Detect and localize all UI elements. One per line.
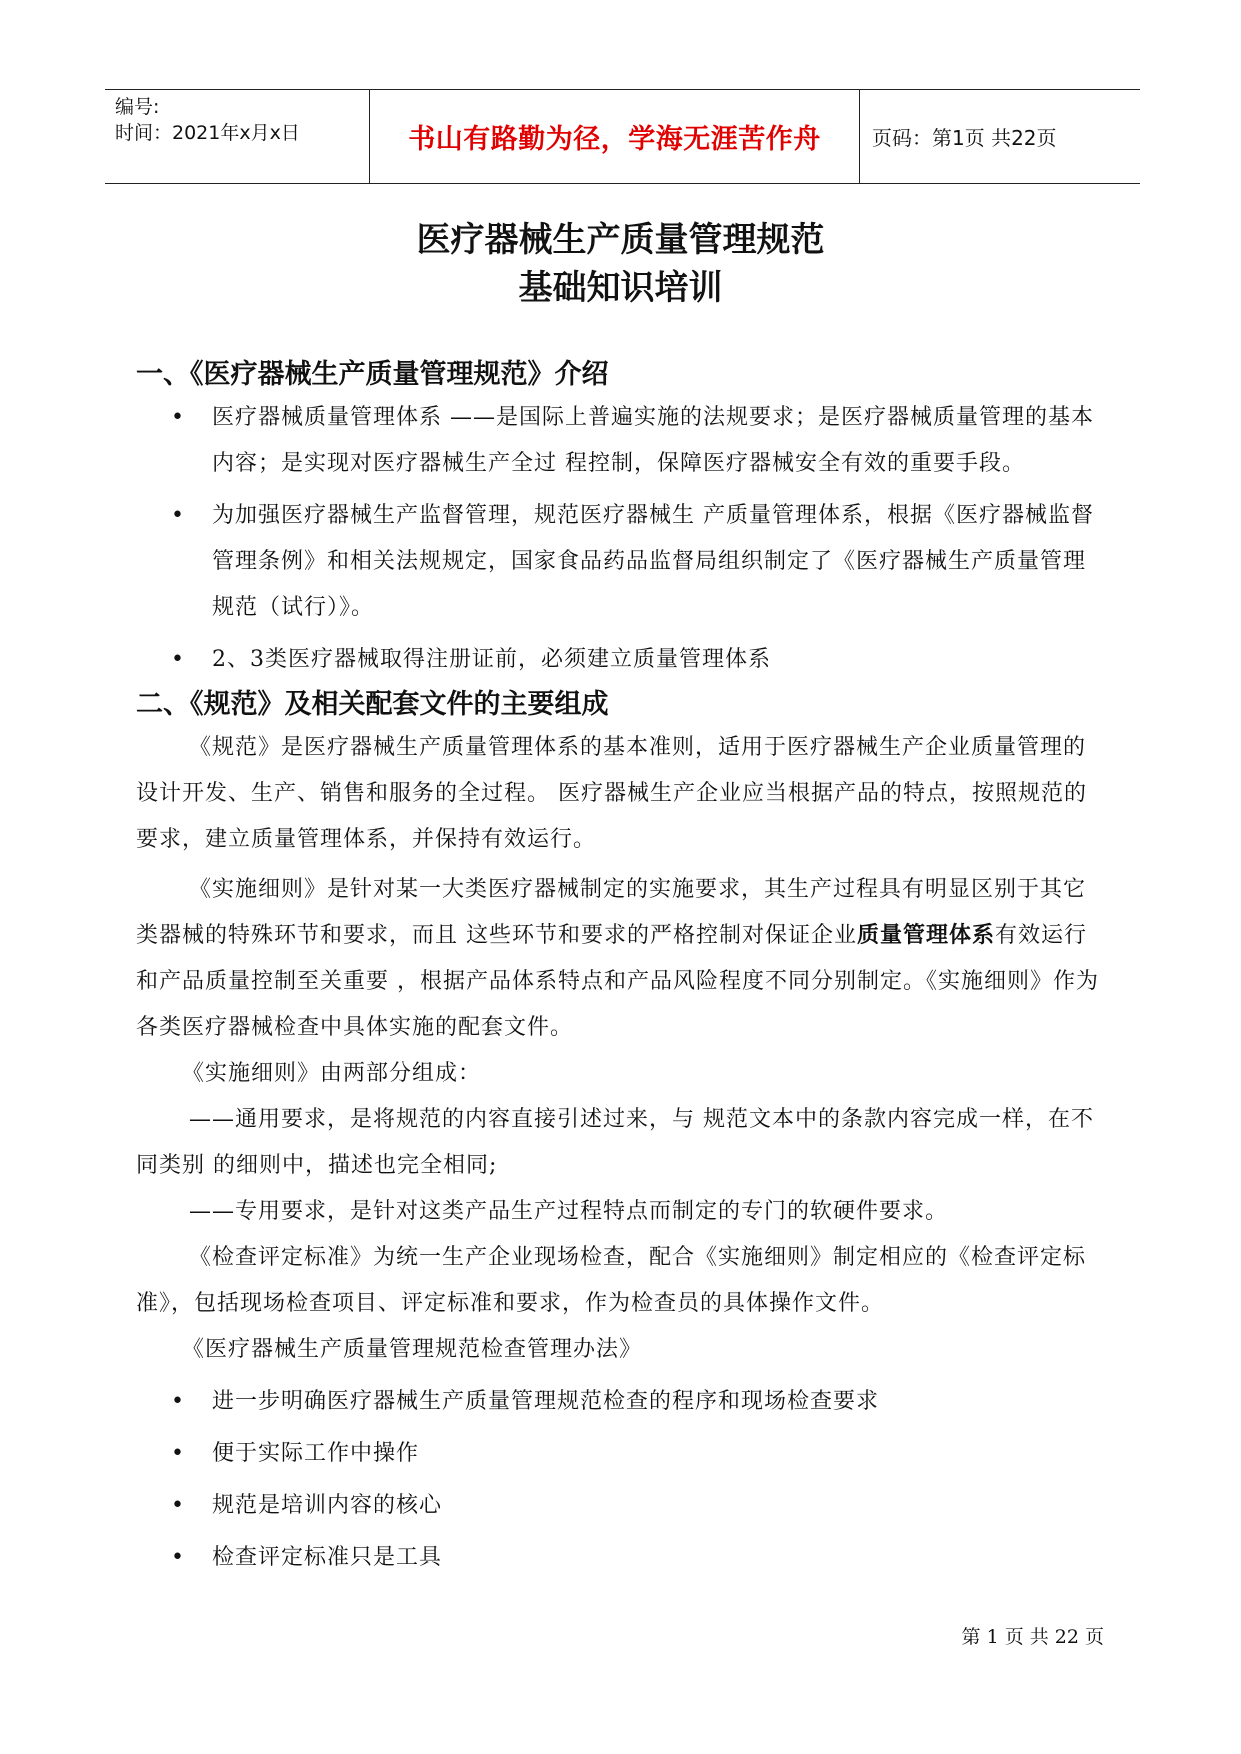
paragraph: ——通用要求，是将规范的内容直接引述过来，与 规范文本中的条款内容完成一样，在不同类别 的细则中，描述也完全相同; bbox=[136, 1107, 1094, 1178]
bullet-icon: • bbox=[171, 405, 185, 430]
paragraph-text: 《实施细则》是针对某一大类医疗器械制定的实施要求，其生产过程具有明显区别于其它类器械的特殊环节和要求，而且 这些环节和要求的严格控制对保证企业 bbox=[136, 877, 1087, 948]
paragraph: 《检查评定标准》为统一生产企业现场检查，配合《实施细则》制定相应的《检查评定标准》，包括现场检查项目、评定标准和要求，作为检查员的具体操作文件。 bbox=[136, 1245, 1087, 1316]
bullet-text: 为加强医疗器械生产监督管理，规范医疗器械生 产质量管理体系，根据《医疗器械监督管理条例》和相关法规规定，国家食品药品监督局组织制定了《医疗器械生产质量管理规范（试行）》。 bbox=[212, 503, 1094, 620]
document-title-line1: 医疗器械生产质量管理规范 bbox=[416, 220, 825, 260]
header-table bbox=[105, 89, 1140, 184]
document-number-label: 编号: bbox=[115, 96, 160, 118]
page-footer: 第 1 页 共 22 页 bbox=[961, 1626, 1104, 1648]
bullet-text: 规范是培训内容的核心 bbox=[212, 1493, 443, 1518]
bullet-icon: • bbox=[171, 1389, 185, 1414]
list-item bbox=[136, 395, 1106, 487]
bullet-icon: • bbox=[171, 1441, 185, 1466]
list-item bbox=[136, 637, 1106, 683]
paragraph: 《医疗器械生产质量管理规范检查管理办法》 bbox=[182, 1337, 643, 1362]
bullet-text: 便于实际工作中操作 bbox=[212, 1441, 420, 1466]
bullet-text: 检查评定标准只是工具 bbox=[212, 1545, 443, 1570]
bullet-icon: • bbox=[171, 503, 185, 528]
paragraph-text: 有效运行和产品质量控制至关重要 ，根据产品体系特点和产品风险程度不同分别制定。《实施细则》作为各类医疗器械检查中具体实施的配套文件。 bbox=[136, 923, 1099, 1040]
emphasis-text: 质量管理体系 bbox=[857, 923, 996, 948]
header-meta-cell bbox=[105, 90, 370, 183]
bullet-icon: • bbox=[171, 1493, 185, 1518]
document-title-line2: 基础知识培训 bbox=[518, 268, 723, 308]
paragraph bbox=[136, 867, 1106, 1051]
list-item bbox=[136, 1535, 1106, 1581]
header-motto: 书山有路勤为径，学海无涯苦作舟 bbox=[370, 90, 860, 183]
document-body bbox=[136, 355, 1106, 1581]
header-page-info: 页码：第1页 共22页 bbox=[872, 126, 1057, 150]
paragraph: ——专用要求，是针对这类产品生产过程特点而制定的专门的软硬件要求。 bbox=[189, 1199, 949, 1224]
section2-heading: 二、《规范》及相关配套文件的主要组成 bbox=[136, 689, 609, 720]
bullet-text: 进一步明确医疗器械生产质量管理规范检查的程序和现场检查要求 bbox=[212, 1389, 880, 1414]
list-item bbox=[136, 1431, 1106, 1477]
bullet-text: 2、3类医疗器械取得注册证前，必须建立质量管理体系 bbox=[212, 647, 771, 672]
list-item bbox=[136, 493, 1106, 631]
document-time-label: 时间：2021年x月x日 bbox=[115, 122, 300, 144]
list-item bbox=[136, 1483, 1106, 1529]
paragraph: 《实施细则》由两部分组成： bbox=[182, 1061, 482, 1086]
section1-heading: 一、《医疗器械生产质量管理规范》介绍 bbox=[136, 359, 609, 390]
bullet-icon: • bbox=[171, 647, 185, 672]
bullet-text: 医疗器械质量管理体系 ——是国际上普遍实施的法规要求；是医疗器械质量管理的基本内容；是实现对医疗器械生产全过 程控制，保障医疗器械安全有效的重要手段。 bbox=[212, 405, 1094, 476]
bullet-icon: • bbox=[171, 1545, 185, 1570]
list-item bbox=[136, 1379, 1106, 1425]
paragraph: 《规范》是医疗器械生产质量管理体系的基本准则，适用于医疗器械生产企业质量管理的设计开发、生产、销售和服务的全过程。 医疗器械生产企业应当根据产品的特点，按照规范的要求，建立质量管理体系，并保持有效运行。 bbox=[136, 735, 1087, 852]
